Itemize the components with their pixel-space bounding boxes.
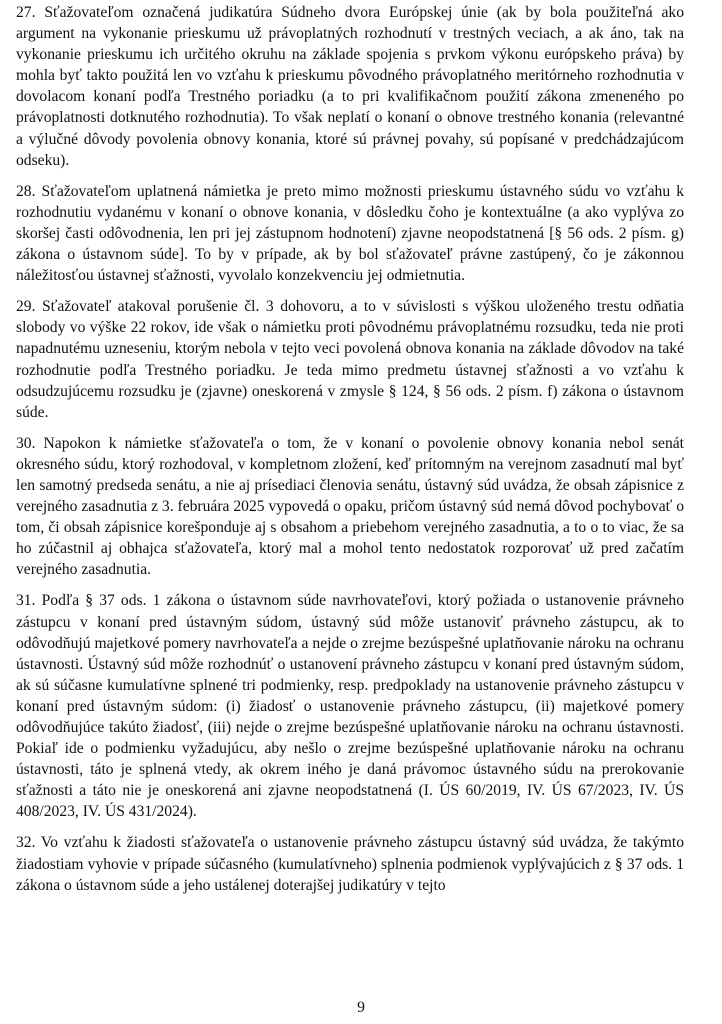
page-number: 9 (357, 999, 365, 1016)
paragraph-31: 31. Podľa § 37 ods. 1 zákona o ústavnom súde navrhovateľovi, ktorý požiada o ustanovenie právneho zástupcu v konaní pred ústavným súdom, ústavný súd môže ustanoviť právneho zástupcu, ak to odôvodňujú majetkové pomery navrhovateľa a nejde o zrejme bezúspešné uplatňovanie nároku na ochranu ústavnosti. Ústavný súd môže rozhodnúť o ustanovení právneho zástupcu v konaní pred ústavným súdom, ak sú súčasne kumulatívne splnené tri podmienky, resp. predpoklady na ustanovenie právneho zástupcu v konaní pred ústavným súdom: (i) žiadosť o ustanovenie právneho zástupcu, (ii) majetkové pomery odôvodňujúce takúto žiadosť, (iii) nejde o zrejme bezúspešné uplatňovanie nároku na ochranu ústavnosti. Pokiaľ ide o podmienku vyžadujúcu, aby nešlo o zrejme bezúspešné uplatňovanie nároku na ochranu ústavnosti, táto je splnená vtedy, ak okrem iného je daná právomoc ústavného súdu na prerokovanie sťažnosti a táto nie je oneskorená ani zjavne neopodstatnená (I. ÚS 60/2019, IV. ÚS 67/2023, IV. ÚS 408/2023, IV. ÚS 431/2024). (16, 592, 684, 821)
paragraph-27: 27. Sťažovateľom označená judikatúra Súdneho dvora Európskej únie (ak by bola použiteľná ako argument na vykonanie prieskumu už právoplatných rozhodnutí v trestných veciach, a ak áno, tak na vykonanie prieskumu ich určitého okruhu na základe spojenia s prvkom výkonu európskeho práva) by mohla byť takto použitá len vo vzťahu k prieskumu pôvodného právoplatného meritórneho rozhodnutia v dovolacom konaní podľa Trestného poriadku (a to pri kvalifikačnom použití zákona zmeneného po právoplatnosti dotknutého rozhodnutia). To však neplatí o konaní o obnove trestného konania (relevantné a výlučné dôvody povolenia obnovy konania, ktoré sú právnej povahy, sú popísané v predchádzajúcom odseku). (16, 4, 684, 169)
paragraph-30: 30. Napokon k námietke sťažovateľa o tom, že v konaní o povolenie obnovy konania nebol senát okresného súdu, ktorý rozhodoval, v kompletnom zložení, keď prítomným na verejnom zasadnutí mal byť len samotný predseda senátu, a nie aj prísediaci členovia senátu, ústavný súd uvádza, že obsah zápisnice z verejného zasadnutia z 3. februára 2025 vypovedá o opaku, pričom ústavný súd nemá dôvod pochybovať o tom, či obsah zápisnice korešponduje aj s obsahom a priebehom verejného zasadnutia, a to o to viac, že sa ho zúčastnil aj obhajca sťažovateľa, ktorý mal a mohol tento nedostatok rozporovať už pred začatím verejného zasadnutia. (16, 434, 684, 579)
document-page (16, 2, 684, 906)
paragraph-29: 29. Sťažovateľ atakoval porušenie čl. 3 dohovoru, a to v súvislosti s výškou uloženého trestu odňatia slobody vo výške 22 rokov, ide však o námietku proti pôvodnému právoplatnému rozsudku, teda nie proti napadnutému uzneseniu, ktorým nebola v tejto veci povolená obnova konania na základe dôvodov na také rozhodnutie podľa Trestného poriadku. Je teda mimo predmetu ústavnej sťažnosti a vo vzťahu k odsudzujúcemu rozsudku je (zjavne) oneskorená v zmysle § 124, § 56 ods. 2 písm. f) zákona o ústavnom súde. (16, 298, 684, 421)
paragraph-32: 32. Vo vzťahu k žiadosti sťažovateľa o ustanovenie právneho zástupcu ústavný súd uvádza, že takýmto žiadostiam vyhovie v prípade súčasného (kumulatívneho) splnenia podmienok vyplývajúcich z § 37 ods. 1 zákona o ústavnom súde a jeho ustálenej doterajšej judikatúry v tejto (16, 834, 684, 894)
paragraph-28: 28. Sťažovateľom uplatnená námietka je preto mimo možnosti prieskumu ústavného súdu vo vzťahu k rozhodnutiu vydanému v konaní o obnove konania, v dôsledku čoho je kontextuálne (a ako vyplýva zo skoršej časti odôvodnenia, len pri jej zástupnom hodnotení) zjavne neopodstatnená [§ 56 ods. 2 písm. g) zákona o ústavnom súde]. To by v prípade, ak by bol sťažovateľ právne zastúpený, čo je zákonnou náležitosťou ústavnej sťažnosti, vyvolalo konzekvenciu jej odmietnutia. (16, 182, 684, 285)
